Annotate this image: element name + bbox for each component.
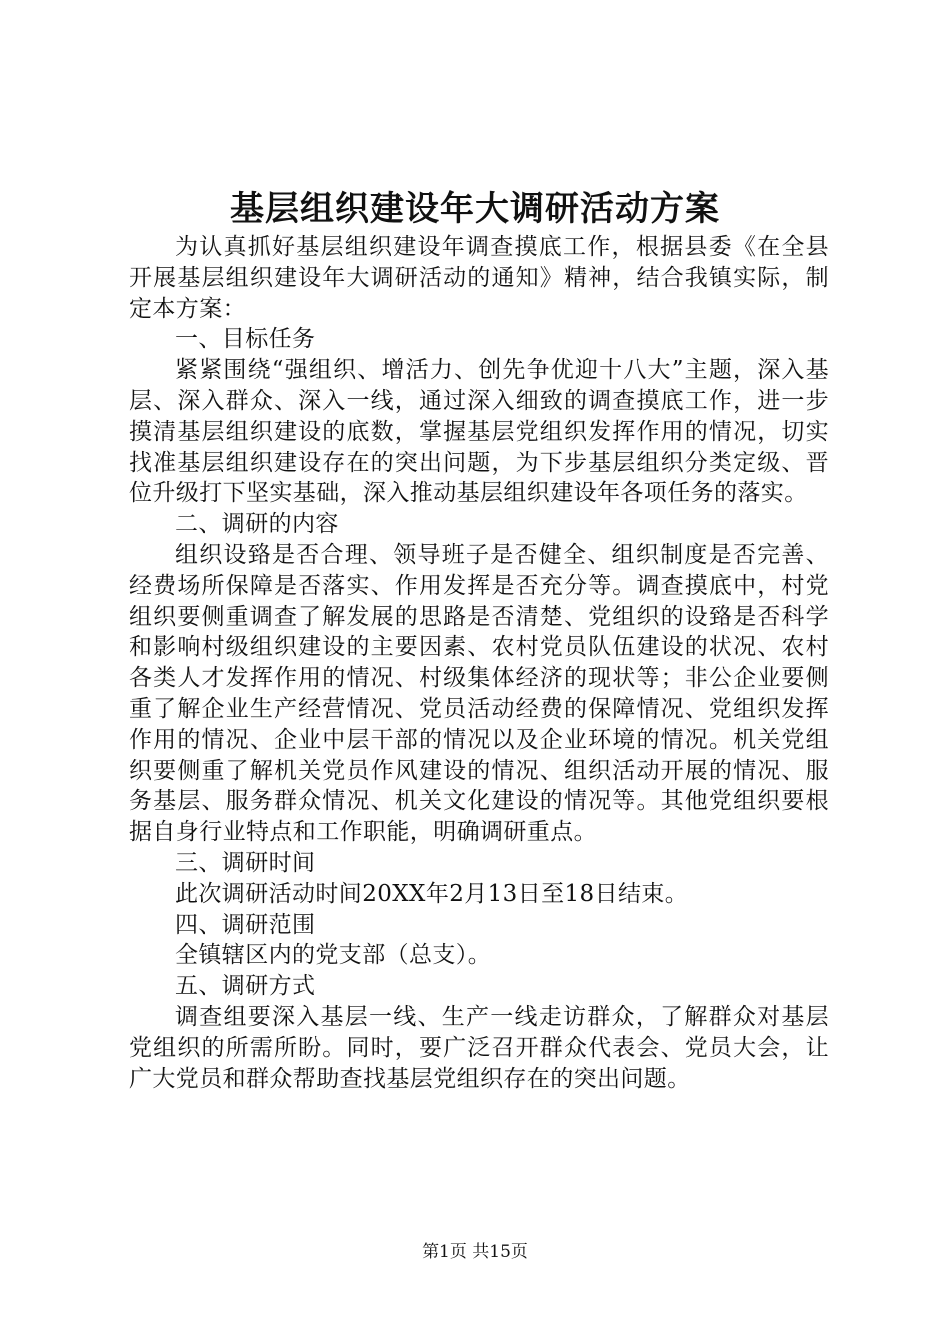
page-number: 第1页 共15页 [422, 1242, 528, 1262]
paragraph-content: 组织设臵是否合理、领导班子是否健全、组织制度是否完善、经费场所保障是否落实、作用发挥是否充分等。调查摸底中，村党组织要侧重调查了解发展的思路是否清楚、党组织的设臵是否科学和影响村级组织建设的主要因素、农村党员队伍建设的状况、农村各类人才发挥作用的情况、村级集体经济的现状等；非公企业要侧重了解企业生产经营情况、党员活动经费的保障情况、党组织发挥作用的情况、企业中层干部的情况以及企业环境的情况。机关党组织要侧重了解机关党员作风建设的情况、组织活动开展的情况、服务基层、服务群众情况、机关文化建设的情况等。其他党组织要根据自身行业特点和工作职能，明确调研重点。 [129, 541, 829, 846]
paragraph-scope: 全镇辖区内的党支部（总支）。 [175, 942, 492, 969]
paragraph-intro: 为认真抓好基层组织建设年调查摸底工作，根据县委《在全县开展基层组织建设年大调研活动的通知》精神，结合我镇实际，制定本方案： [129, 234, 829, 322]
paragraph-objectives: 紧紧围绕“强组织、增活力、创先争优迎十八大”主题，深入基层、深入群众、深入一线，通过深入细致的调查摸底工作，进一步摸清基层组织建设的底数，掌握基层党组织发挥作用的情况，切实找准基层组织建设存在的突出问题，为下步基层组织分类定级、晋位升级打下坚实基础，深入推动基层组织建设年各项任务的落实。 [129, 357, 829, 507]
heading-method: 五、调研方式 [175, 973, 316, 1000]
heading-content: 二、调研的内容 [175, 511, 339, 538]
paragraph-method: 调查组要深入基层一线、生产一线走访群众，了解群众对基层党组织的所需所盼。同时，要广泛召开群众代表会、党员大会，让广大党员和群众帮助查找基层党组织存在的突出问题。 [129, 1003, 829, 1092]
document-title: 基层组织建设年大调研活动方案 [230, 189, 720, 229]
paragraph-time: 此次调研活动时间20XX年2月13日至18日结束。 [175, 880, 689, 907]
page-footer [0, 1240, 950, 1264]
heading-time: 三、调研时间 [175, 849, 316, 876]
heading-objectives: 一、目标任务 [175, 326, 316, 353]
document-body [129, 232, 829, 1094]
heading-scope: 四、调研范围 [175, 911, 316, 938]
